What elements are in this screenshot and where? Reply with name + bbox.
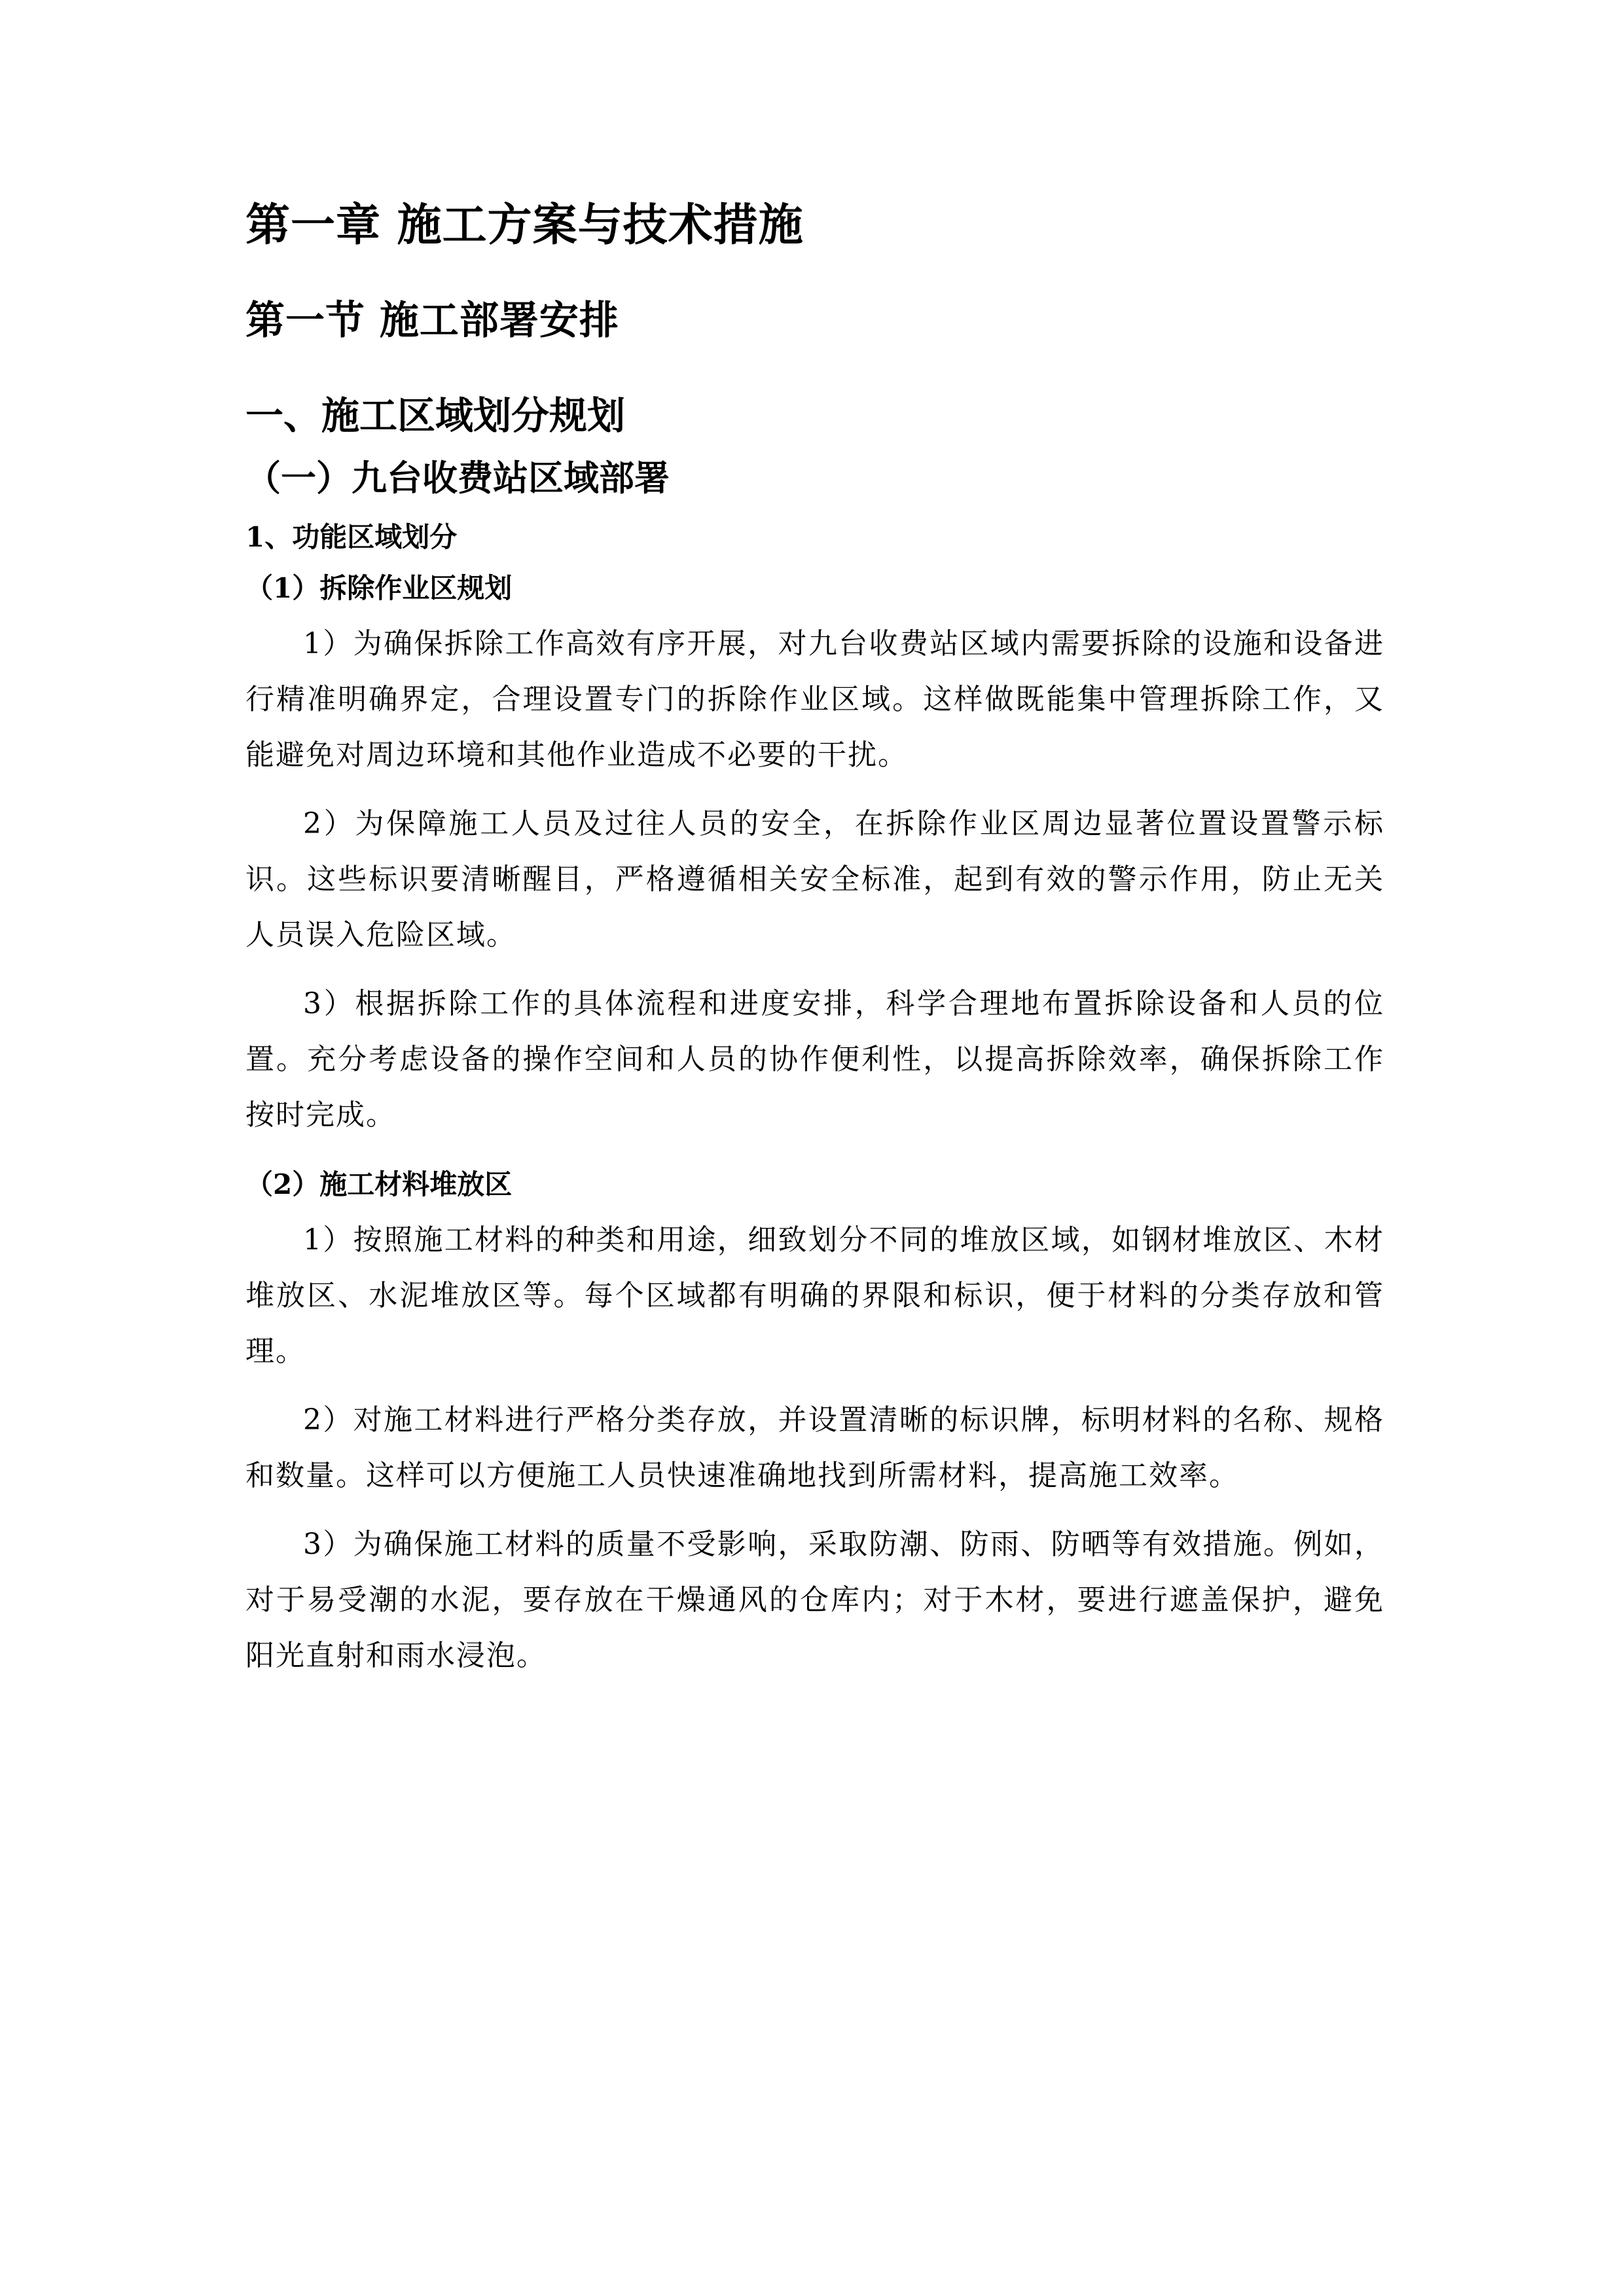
section-title: 第一节 施工部署安排	[245, 298, 619, 344]
chapter-title: 第一章 施工方案与技术措施	[245, 200, 804, 251]
subsection-title: 一、施工区域划分规划	[245, 393, 626, 438]
item-title: 1、功能区域划分	[245, 521, 458, 553]
block-title-demolition: （1）拆除作业区规划	[245, 572, 513, 604]
paragraph: 3）为确保施工材料的质量不受影响，采取防潮、防雨、防晒等有效措施。例如，对于易受潮的水泥，要存放在干燥通风的仓库内；对于木材，要进行遮盖保护，避免阳光直射和雨水浸泡。	[245, 1528, 1384, 1672]
part-title: （一）九台收费站区域部署	[245, 457, 670, 499]
paragraph: 2）对施工材料进行严格分类存放，并设置清晰的标识牌，标明材料的名称、规格和数量。这样可以方便施工人员快速准确地找到所需材料，提高施工效率。	[245, 1403, 1384, 1492]
paragraph: 1）为确保拆除工作高效有序开展，对九台收费站区域内需要拆除的设施和设备进行精准明确界定，合理设置专门的拆除作业区域。这样做既能集中管理拆除工作，又能避免对周边环境和其他作业造成不必要的干扰。	[245, 627, 1384, 772]
block-title-materials: （2）施工材料堆放区	[245, 1168, 513, 1200]
paragraph: 2）为保障施工人员及过往人员的安全，在拆除作业区周边显著位置设置警示标识。这些标识要清晰醒目，严格遵循相关安全标准，起到有效的警示作用，防止无关人员误入危险区域。	[245, 807, 1384, 952]
paragraph: 3）根据拆除工作的具体流程和进度安排，科学合理地布置拆除设备和人员的位置。充分考虑设备的操作空间和人员的协作便利性，以提高拆除效率，确保拆除工作按时完成。	[245, 987, 1384, 1132]
document-page	[245, 196, 1384, 1683]
paragraph: 1）按照施工材料的种类和用途，细致划分不同的堆放区域，如钢材堆放区、木材堆放区、水泥堆放区等。每个区域都有明确的界限和标识，便于材料的分类存放和管理。	[245, 1223, 1384, 1368]
